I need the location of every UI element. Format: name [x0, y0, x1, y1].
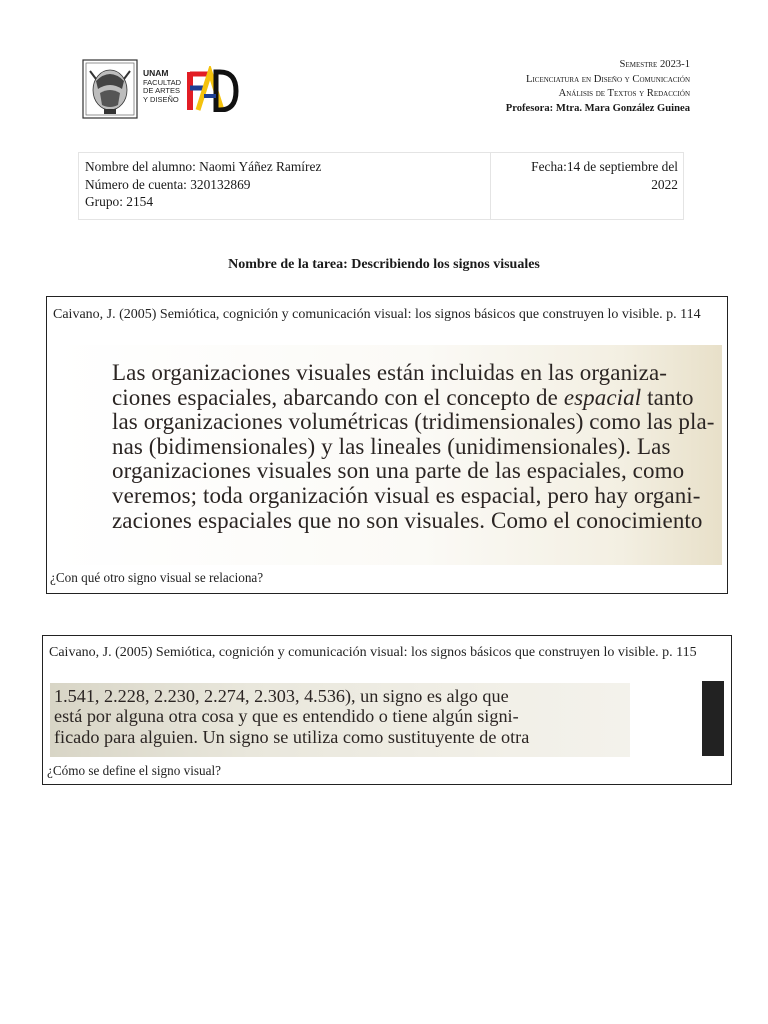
excerpt-line: ficado para alguien. Un signo se utiliza como sustituyente de otra — [54, 726, 530, 747]
course-name: Análisis de Textos y Redacción — [558, 88, 690, 100]
faculty-line: DE ARTES — [143, 86, 180, 96]
unam-label: UNAM — [143, 68, 169, 78]
excerpt-line: está por alguna otra cosa y que es entendido o tiene algún signi- — [54, 706, 519, 727]
faculty-line: FACULTAD — [143, 77, 182, 87]
student-info-cell — [85, 158, 321, 211]
excerpt-line: 1.541, 2.228, 2.230, 2.274, 2.303, 4.536), un signo es algo que — [54, 686, 509, 706]
scanned-excerpt-2 — [50, 683, 716, 757]
question: ¿Cómo se define el signo visual? — [47, 763, 221, 778]
scan-edge-bar — [702, 681, 724, 756]
unam-seal-logo — [82, 59, 138, 119]
excerpt-line: Las organizaciones visuales están incluidas en las organiza- — [112, 360, 668, 385]
excerpt-line: organizaciones visuales son una parte de las espaciales, como — [112, 458, 685, 484]
student-name: Nombre del alumno: Naomi Yáñez Ramírez — [85, 159, 322, 174]
program-name: Licenciatura en Diseño y Comunicación — [526, 73, 690, 85]
date-cell — [498, 158, 678, 193]
date-line: 2022 — [651, 176, 678, 192]
excerpt-line: nas (bidimensionales) y las lineales (unidimensionales). Las — [112, 433, 671, 459]
teacher-name: Profesora: Mtra. Mara González Guinea — [505, 102, 690, 114]
group-number: Grupo: 2154 — [85, 194, 154, 209]
excerpt-line: ciones espaciales, abarcando con el concepto de espacial tanto — [112, 384, 694, 410]
citation: Caivano, J. (2005) Semiótica, cognición y comunicación visual: los signos básicos que construyen lo visible. p. 115 — [49, 645, 697, 660]
faculty-name — [143, 69, 181, 104]
course-header — [506, 58, 690, 116]
student-info-table — [78, 152, 684, 220]
excerpt-line: las organizaciones volumétricas (tridimensionales) como las pla- — [112, 409, 715, 435]
faculty-line: Y DISEÑO — [143, 94, 179, 104]
fad-logo — [180, 66, 240, 112]
table-divider — [490, 153, 491, 219]
task-title: Nombre de la tarea: Describiendo los signos visuales — [228, 257, 540, 272]
scanned-excerpt-1 — [54, 345, 722, 565]
semester: Semestre 2023-1 — [619, 59, 690, 70]
emphasis: espacial — [563, 384, 642, 410]
account-number: Número de cuenta: 320132869 — [85, 176, 251, 192]
excerpt-line: zaciones espaciales que no son visuales. Como el conocimiento — [112, 507, 703, 533]
question: ¿Con qué otro signo visual se relaciona? — [50, 570, 264, 585]
excerpt-line: veremos; toda organización visual es espacial, pero hay organi- — [112, 482, 701, 508]
date-line: Fecha:14 de septiembre del — [531, 159, 678, 174]
citation: Caivano, J. (2005) Semiótica, cognición y comunicación visual: los signos básicos que construyen lo visible. p. 114 — [53, 307, 701, 322]
